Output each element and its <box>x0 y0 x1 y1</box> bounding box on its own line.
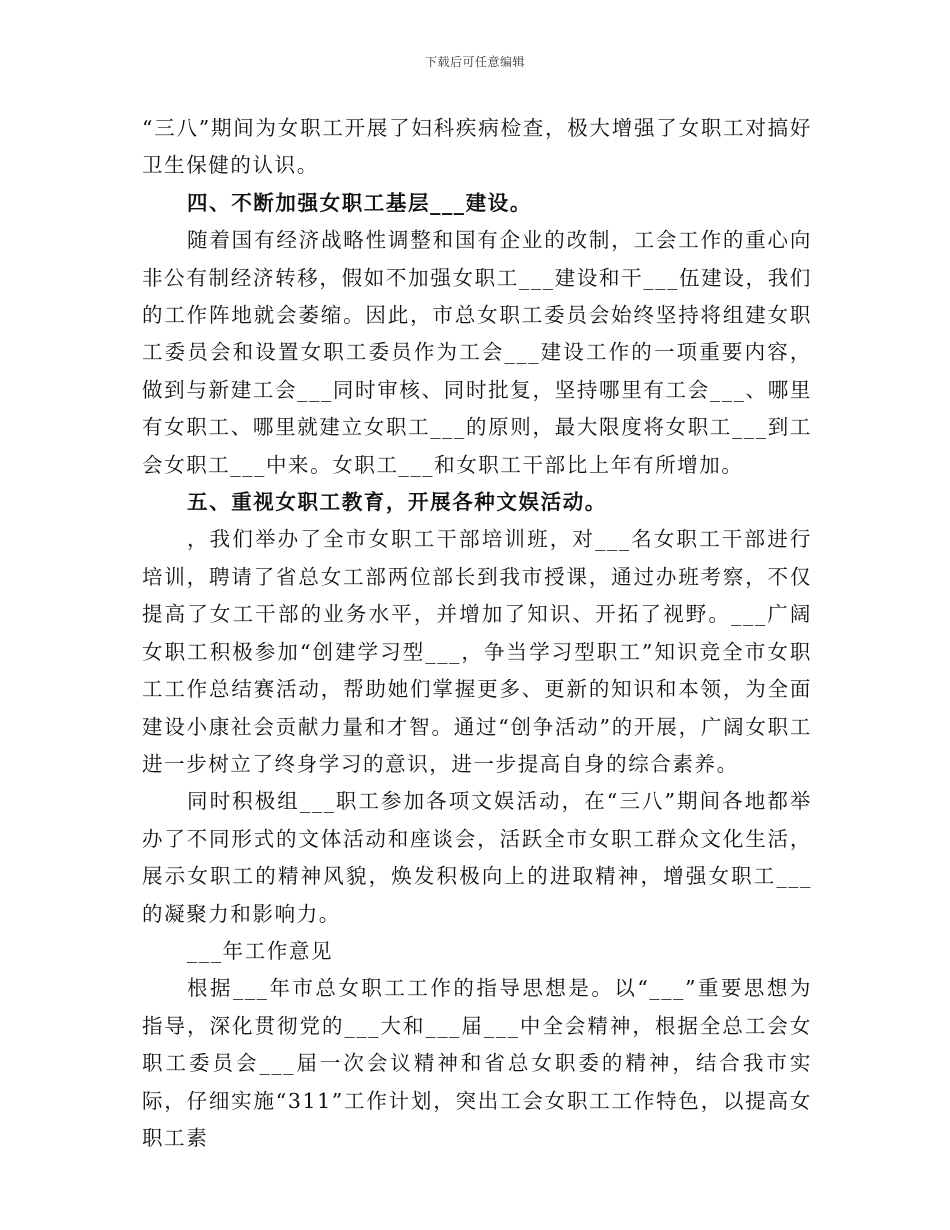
paragraph-guiding-thought: 根据___年市总女职工工作的指导思想是。以“___”重要思想为指导，深化贯彻党的___大和___届___中全会精神，根据全总工会女职工委员会___届一次会议精神和省总女职委的精神，结合我市实际，仔细实施“311”工作计划，突出工会女职工工作特色，以提高女职工素 <box>142 976 812 1150</box>
paragraph-training: ，我们举办了全市女职工干部培训班，对___名女职工干部进行培训，聘请了省总女工部两位部长到我市授课，通过办班考察，不仅提高了女工干部的业务水平，并增加了知识、开拓了视野。___广阔女职工积极参加“创建学习型___，争当学习型职工”知识竞全市女职工工作总结赛活动，帮助她们掌握更多、更新的知识和本领，为全面建设小康社会贡献力量和才智。通过“创争活动”的开展，广阔女职工进一步树立了终身学习的意识，进一步提高自身的综合素养。 <box>142 527 812 776</box>
page-header: 下载后可任意编辑 <box>424 55 525 69</box>
document-body <box>142 110 812 1157</box>
paragraph-grassroots: 随着国有经济战略性调整和国有企业的改制，工会工作的重心向非公有制经济转移，假如不加强女职工___建设和干___伍建设，我们的工作阵地就会萎缩。因此，市总女职工委员会始终坚持将组建女职工委员会和设置女职工委员作为工会___建设工作的一项重要内容，做到与新建工会___同时审核、同时批复，坚持哪里有工会___、哪里有女职工、哪里就建立女职工___的原则，最大限度将女职工___到工会女职工___中来。女职工___和女职工干部比上年有所增加。 <box>142 228 812 477</box>
paragraph-checkup: “三八”期间为女职工开展了妇科疾病检查，极大增强了女职工对搞好卫生保健的认识。 <box>142 116 812 178</box>
section-heading-4: 四、不断加强女职工基层___建设。 <box>187 190 532 215</box>
paragraph-activities: 同时积极组___职工参加各项文娱活动，在“三八”期间各地都举办了不同形式的文体活动和座谈会，活跃全市女职工群众文化生活，展示女职工的精神风貌，焕发积极向上的进取精神，增强女职工___的凝聚力和影响力。 <box>142 789 812 926</box>
paragraph-work-opinion-title: ___年工作意见 <box>187 938 334 963</box>
section-heading-5: 五、重视女职工教育，开展各种文娱活动。 <box>187 490 607 515</box>
